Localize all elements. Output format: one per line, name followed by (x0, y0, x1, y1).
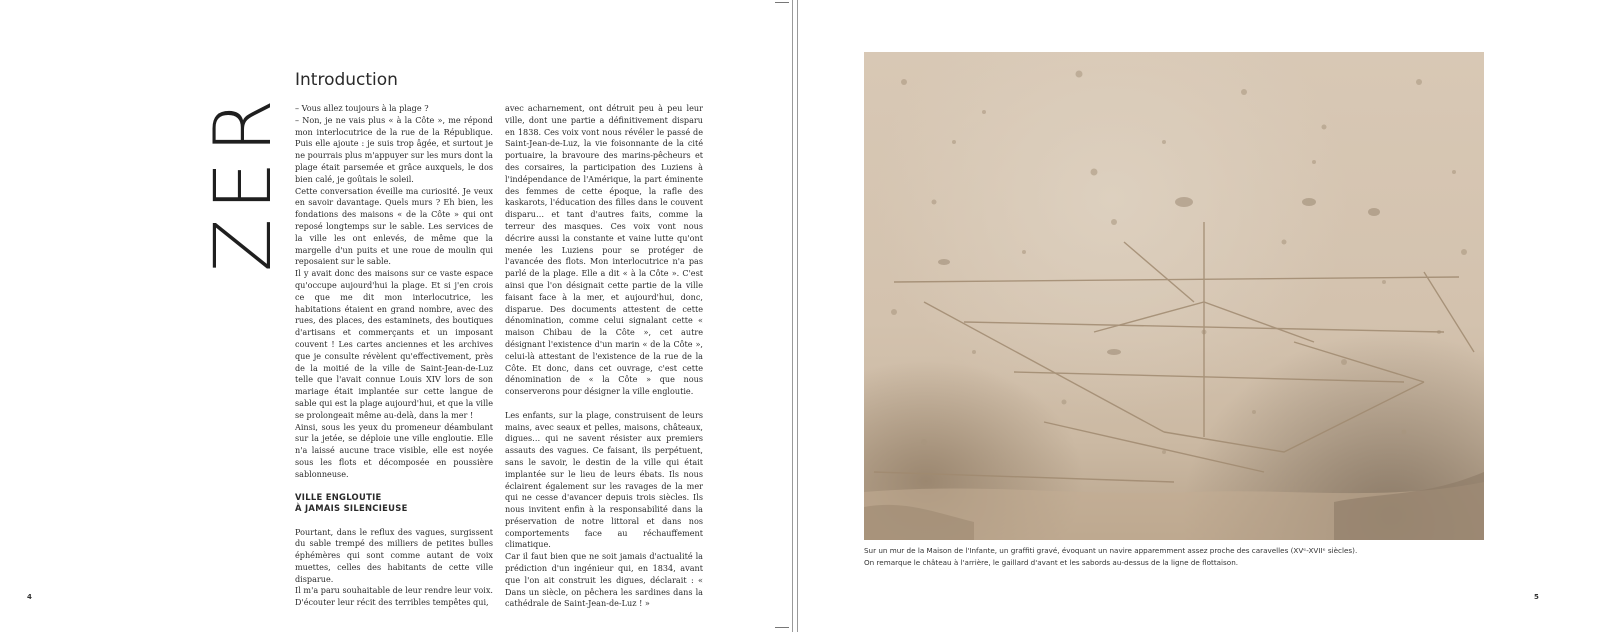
caption-line-1: Sur un mur de la Maison de l'Infante, un graffiti gravé, évoquant un navire apparemment assez proche des caravelles (XVᵉ-XVIIᵉ siècles). (864, 546, 1358, 555)
page-number-left: 4 (27, 593, 32, 601)
subheading-line-2: À JAMAIS SILENCIEUSE (295, 503, 408, 513)
stone-engraving-illustration (864, 52, 1484, 540)
spine-line (797, 0, 798, 632)
paragraph: Car il faut bien que ne soit jamais d'actualité la prédiction d'un ingénieur qui, en 1834, avant que l'on ait construit les digues, déclarait : « Dans un siècle, on pêchera les sardines dans la cathédrale de Saint-Jean-de-Luz ! » (505, 551, 703, 609)
caption-line-2: On remarque le château à l'arrière, le gaillard d'avant et les sabords au-dessus de la ligne de flottaison. (864, 557, 1239, 567)
paragraph: – Vous allez toujours à la plage ? (295, 103, 429, 113)
crop-mark (775, 2, 789, 3)
vertical-chapter-title: ZER (199, 91, 289, 272)
paragraph: – Non, je ne vais plus « à la Côte », me répond mon interlocutrice de la rue de la République. Puis elle ajoute : je suis trop âgée, et surtout je ne pourrais plus m'appuyer sur les murs dont la plage était parsemée et grâce auxquels, le dos bien calé, je goûtais le soleil. (295, 114, 493, 184)
page-number-right: 5 (1534, 593, 1539, 601)
photo-caption (864, 545, 1504, 568)
paragraph: avec acharnement, ont détruit peu à peu leur ville, dont une partie a définitivement disparu en 1838. Ces voix vont nous révéler le passé de Saint-Jean-de-Luz, la vie foisonnante de la cité portuaire, la bravoure des marins-pêcheurs et des corsaires, la participation des Luziens à l'indépendance de l'Amérique, la part éminente des femmes de cette époque, la rafle des kaskarots, l'éducation des filles dans le couvent disparu… et tant d'autres faits, comme la terreur des masques. Ces voix vont nous décrire aussi la constante et vaine lutte qu'ont menée les Luziens pour se protéger de l'avancée des flots. Mon interlocutrice n'a pas parlé de la plage. Elle a dit « à la Côte ». C'est ainsi que l'on désignait cette partie de la ville faisant face à la mer, et aujourd'hui, donc, disparue. Des documents attestent de cette dénomination, comme celui signalant cette « maison Chibau de la Côte », cet autre désignant l'existence d'un marin « de la Côte », celui-là attestant de l'existence de la rue de la Côte. Et donc, dans cet ouvrage, c'est cette dénomination de « la Côte » que nous conserverons pour désigner la ville engloutie. (505, 103, 703, 397)
text-column-2 (505, 103, 703, 610)
left-page (0, 0, 789, 632)
section-subheading (295, 492, 493, 515)
spine-line (792, 0, 793, 632)
right-page (801, 0, 1598, 632)
paragraph: Il y avait donc des maisons sur ce vaste espace qu'occupe aujourd'hui la plage. Et si j'en crois ce que me dit mon interlocutrice, les habitations étaient en grand nombre, avec des rues, des places, des estaminets, des boutiques d'artisans et commerçants et un imposant couvent ! Les cartes anciennes et les archives que je consulte révèlent qu'effectivement, près de la moitié de la ville de Saint-Jean-de-Luz telle que l'avait connue Louis XIV lors de son mariage était implantée sur cette langue de sable qui est la plage aujourd'hui, et que la ville se prolongeait même au-delà, dans la mer ! (295, 268, 493, 420)
book-spine (789, 0, 801, 632)
paragraph: Pourtant, dans le reflux des vagues, surgissent du sable trempé des milliers de petites bulles éphémères qui sont comme autant de voix muettes, celles des habitants de cette ville disparue. (295, 526, 493, 584)
paragraph: Il m'a paru souhaitable de leur rendre leur voix. D'écouter leur récit des terribles tempêtes qui, (295, 585, 493, 608)
text-column-1 (295, 103, 493, 609)
page-title: Introduction (295, 70, 398, 90)
subheading-line-1: VILLE ENGLOUTIE (295, 491, 382, 502)
paragraph: Ainsi, sous les yeux du promeneur déambulant sur la jetée, se déploie une ville engloutie. Elle n'a laissé aucune trace visible, elle est noyée sous les flots et décomposée en poussière sablonneuse. (295, 421, 493, 479)
crop-mark (775, 627, 789, 628)
paragraph: Les enfants, sur la plage, construisent de leurs mains, avec seaux et pelles, maisons, châteaux, digues… qui ne savent résister aux premiers assauts des vagues. Ce faisant, ils perpétuent, sans le savoir, le destin de la ville qui était implantée sur le lieu de leurs ébats. Ils nous éclairent également sur les ravages de la mer qui ne cesse d'avancer depuis trois siècles. Ils nous invitent enfin à la responsabilité dans la préservation de notre littoral et dans nos comportements face au réchauffement climatique. (505, 409, 703, 550)
graffiti-ship-photo (864, 52, 1484, 540)
paragraph: Cette conversation éveille ma curiosité. Je veux en savoir davantage. Quels murs ? Eh bien, les fondations des maisons « de la Côte » qui ont reposé longtemps sur le sable. Les services de la ville les ont enlevés, de même que la margelle d'un puits et une roue de moulin qui reposaient sur le sable. (295, 185, 493, 267)
